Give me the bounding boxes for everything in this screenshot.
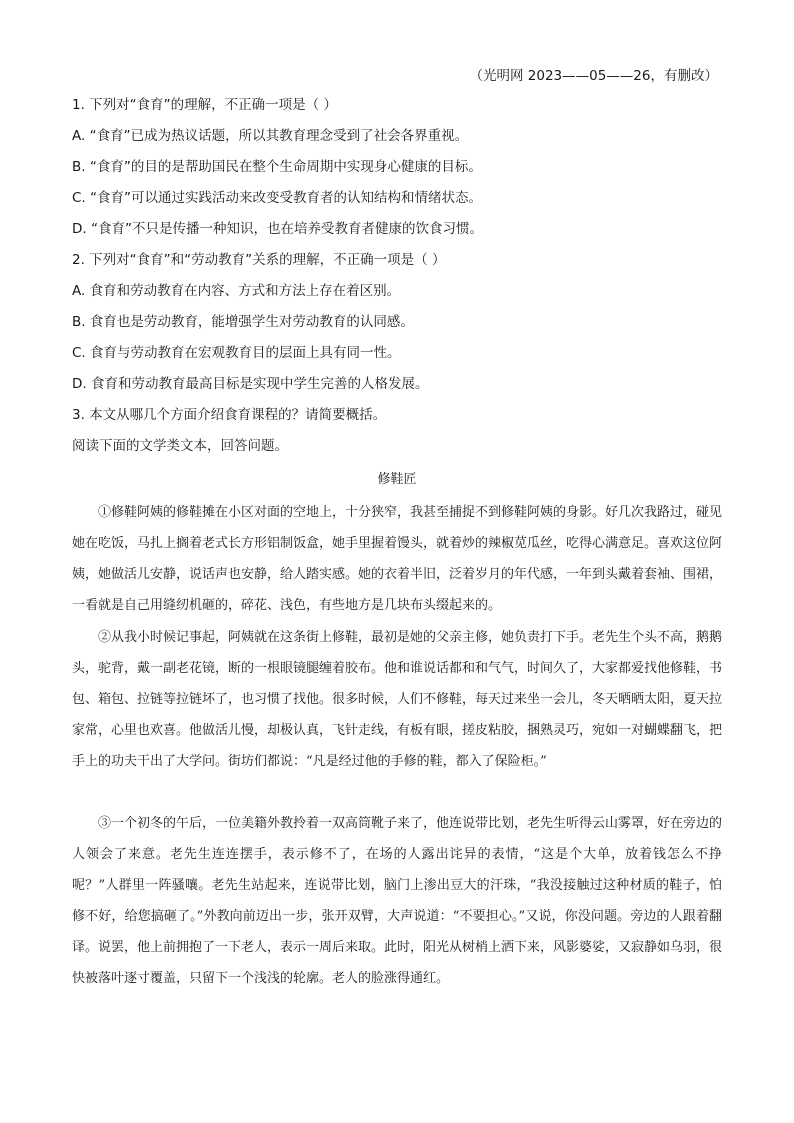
question-block <box>72 90 732 462</box>
story-paragraph-3: ③一个初冬的午后，一位美籍外教拎着一双高筒靴子来了，他连说带比划，老先生听得云山雾罩，好在旁边的人领会了来意。老先生连连摆手，表示修不了，在场的人露出诧异的表情，“这是个大单，放着钱怎么不挣呢？”人群里一阵骚嚷。老先生站起来，连说带比划，脑门上渗出豆大的汗珠，“我没接触过这种材质的鞋子，怕修不好，给您搞砸了。”外教向前迈出一步，张开双臂，大声说道：“不要担心。”又说，你没问题。旁边的人跟着翻译。说罢，他上前拥抱了一下老人，表示一周后来取。此时，阳光从树梢上洒下来，风影婆娑，又寂静如乌羽，很快被落叶逐寸覆盖，只留下一个浅浅的轮廓。老人的脸涨得通红。 <box>72 816 723 986</box>
question-1-option-d: D. “食育”不只是传播一种知识，也在培养受教育者健康的饮食习惯。 <box>72 221 483 237</box>
question-1-option-c: C. “食育”可以通过实践活动来改变受教育者的认知结构和情绪状态。 <box>72 190 482 206</box>
reading-instruction: 阅读下面的文学类文本，回答问题。 <box>72 438 288 454</box>
question-1-option-b: B. “食育”的目的是帮助国民在整个生命周期中实现身心健康的目标。 <box>72 159 482 175</box>
question-1-option-a: A. “食育”已成为热议话题，所以其教育理念受到了社会各界重视。 <box>72 128 469 144</box>
question-2-option-a: A. 食育和劳动教育在内容、方式和方法上存在着区别。 <box>72 283 401 299</box>
story-paragraph-1: ①修鞋阿姨的修鞋摊在小区对面的空地上，十分狭窄，我甚至捕捉不到修鞋阿姨的身影。好几次我路过，碰见她在吃饭，马扎上搁着老式长方形铝制饭盒，她手里握着馒头，就着炒的辣椒苋瓜丝，吃得心满意足。喜欢这位阿姨，她做活儿安静，说话声也安静，给人踏实感。她的衣着半旧，泛着岁月的年代感，一年到头戴着套袖、围裙，一看就是自己用缝纫机砸的，碎花、浅色，有些地方是几块布头缀起来的。 <box>72 505 723 613</box>
question-2-option-d: D. 食育和劳动教育最高目标是实现中学生完善的人格发展。 <box>72 376 429 392</box>
source-note: （光明网 2023——05——26，有删改） <box>469 68 718 84</box>
story-paragraph-2: ②从我小时候记事起，阿姨就在这条街上修鞋，最初是她的父亲主修，她负责打下手。老先生个头不高，鹅鹅头，驼背，戴一副老花镜，断的一根眼镜腿缠着胶布。他和谁说话都和和气气，时间久了，大家都爱找他修鞋，书包、箱包、拉链等拉链坏了，也习惯了找他。很多时候，人们不修鞋，每天过来坐一会儿，冬天晒晒太阳，夏天拉家常，心里也欢喜。他做活儿慢，却极认真，飞针走线，有板有眼，搓皮粘胶，捆熟灵巧，宛如一对蝴蝶翻飞，把手上的功夫干出了大学问。街坊们都说：“凡是经过他的手修的鞋，都入了保险柜。” <box>72 630 723 769</box>
question-2-option-c: C. 食育与劳动教育在宏观教育目的层面上具有同一性。 <box>72 345 401 361</box>
question-2-option-b: B. 食育也是劳动教育，能增强学生对劳动教育的认同感。 <box>72 314 414 330</box>
story-title: 修鞋匠 <box>377 472 417 487</box>
question-1: 1. 下列对“食育”的理解，不正确一项是（ ） <box>72 97 337 113</box>
question-3: 3. 本文从哪几个方面介绍食育课程的？请简要概括。 <box>72 407 387 423</box>
question-2: 2. 下列对“食育”和“劳动教育”关系的理解，不正确一项是（ ） <box>72 252 446 268</box>
